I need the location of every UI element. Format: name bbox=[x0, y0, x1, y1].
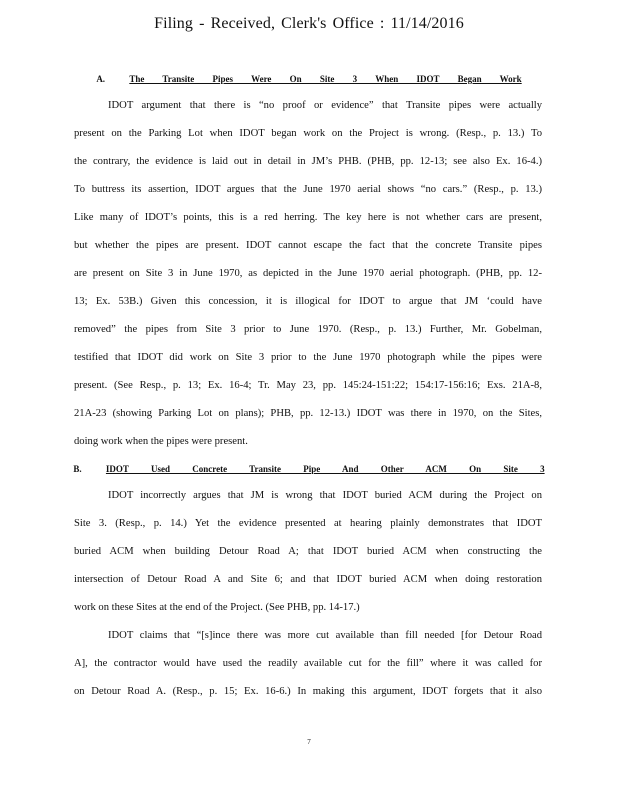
section-b-heading bbox=[0, 464, 618, 474]
section-a-body bbox=[74, 92, 542, 456]
section-a-title: The Transite Pipes Were On Site 3 When IDOT Began Work bbox=[129, 74, 522, 84]
text-line: IDOT argument that there is “no proof or evidence” that Transite pipes were actually bbox=[108, 100, 542, 111]
section-b-label: B. bbox=[73, 464, 82, 474]
page-number: 7 bbox=[307, 738, 311, 746]
text-line: A], the contractor would have used the readily available cut for the fill” where it was called for bbox=[74, 658, 542, 669]
text-line: doing work when the pipes were present. bbox=[74, 436, 248, 447]
section-b-title: IDOT Used Concrete Transite Pipe And Other ACM On Site 3 bbox=[105, 464, 545, 474]
filing-stamp: Filing - Received, Clerk's Office : 11/14/2016 bbox=[154, 15, 464, 32]
text-line: Site 3. (Resp., p. 14.) Yet the evidence presented at hearing plainly demonstrates that IDOT bbox=[74, 518, 542, 529]
text-line: testified that IDOT did work on Site 3 prior to the June 1970 photograph while the pipes were bbox=[74, 352, 542, 363]
text-line: 21A-23 (showing Parking Lot on plans); PHB, pp. 12-13.) IDOT was there in 1970, on the Sites, bbox=[74, 408, 542, 419]
text-line: To buttress its assertion, IDOT argues that the June 1970 aerial shows “no cars.” (Resp., p. 13.) bbox=[74, 184, 542, 195]
section-b-body bbox=[74, 482, 542, 706]
section-a-heading bbox=[0, 74, 618, 84]
text-line: on Detour Road A. (Resp., p. 15; Ex. 16-6.) In making this argument, IDOT forgets that it also bbox=[74, 686, 542, 697]
text-line: buried ACM when building Detour Road A; that IDOT buried ACM when constructing the bbox=[74, 546, 542, 557]
text-line: but whether the pipes are present. IDOT cannot escape the fact that the concrete Transite pipes bbox=[74, 240, 542, 251]
text-line: 13; Ex. 53B.) Given this concession, it is illogical for IDOT to argue that JM ‘could have bbox=[74, 296, 542, 307]
text-line: intersection of Detour Road A and Site 6; and that IDOT buried ACM when doing restoration bbox=[74, 574, 542, 585]
section-a-label: A. bbox=[96, 74, 106, 84]
text-line: present. (See Resp., p. 13; Ex. 16-4; Tr. May 23, pp. 145:24-151:22; 154:17-156:16; Exs. 21A-8, bbox=[74, 380, 542, 391]
text-line: the contrary, the evidence is laid out in detail in JM’s PHB. (PHB, pp. 12-13; see also Ex. 16-4.) bbox=[74, 156, 542, 167]
text-line: removed” the pipes from Site 3 prior to June 1970. (Resp., p. 13.) Further, Mr. Gobelman, bbox=[74, 324, 542, 335]
text-line: Like many of IDOT’s points, this is a red herring. The key here is not whether cars are present, bbox=[74, 212, 542, 223]
text-line: work on these Sites at the end of the Project. (See PHB, pp. 14-17.) bbox=[74, 602, 360, 613]
text-line: are present on Site 3 in June 1970, as depicted in the June 1970 aerial photograph. (PHB, pp. 12- bbox=[74, 268, 542, 279]
text-line: IDOT incorrectly argues that JM is wrong that IDOT buried ACM during the Project on bbox=[108, 490, 542, 501]
text-line: IDOT claims that “[s]ince there was more cut available than fill needed [for Detour Road bbox=[108, 630, 542, 641]
text-line: present on the Parking Lot when IDOT began work on the Project is wrong. (Resp., p. 13.) To bbox=[74, 128, 542, 139]
